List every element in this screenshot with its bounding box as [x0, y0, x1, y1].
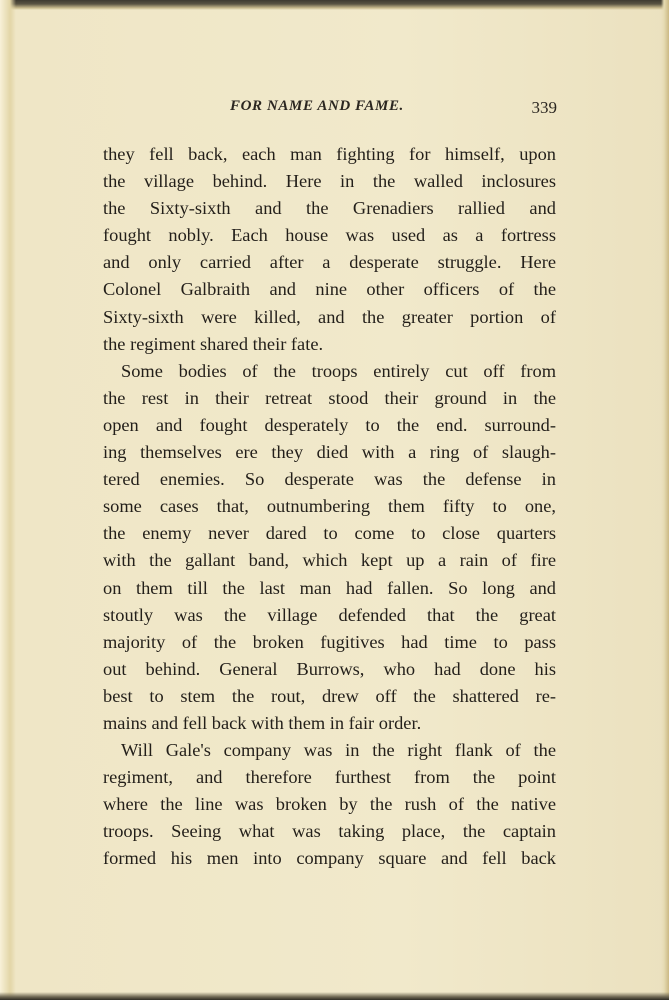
- text-line: they fell back, each man fighting for himself, upon: [103, 144, 556, 164]
- page-gutter: [0, 0, 16, 1000]
- page-top-edge: [0, 0, 669, 10]
- text-line: Sixty-sixth were killed, and the greater portion of: [103, 306, 556, 327]
- text-line: and only carried after a desperate struggle. Here: [103, 252, 556, 273]
- text-line: mains and fell back with them in fair order.: [103, 712, 422, 733]
- text-line: majority of the broken fugitives had time to pass: [103, 631, 556, 652]
- running-head: [105, 98, 557, 122]
- page-bottom-edge: [0, 992, 669, 1000]
- text-line: tered enemies. So desperate was the defense in: [103, 469, 556, 490]
- text-line: the regiment shared their fate.: [103, 333, 324, 354]
- page-right-edge: [661, 0, 669, 1000]
- text-line: Some bodies of the troops entirely cut off from: [121, 360, 556, 381]
- text-line: Colonel Galbraith and nine other officers of the: [103, 279, 556, 300]
- text-line: the enemy never dared to come to close quarters: [103, 523, 556, 544]
- text-line: fought nobly. Each house was used as a fortress: [103, 225, 556, 246]
- body-text: [103, 141, 556, 873]
- text-line: formed his men into company square and fell back: [103, 848, 556, 869]
- text-line: the rest in their retreat stood their ground in the: [103, 387, 556, 408]
- text-line: stoutly was the village defended that the great: [103, 604, 556, 625]
- text-line: the village behind. Here in the walled inclosures: [103, 171, 556, 192]
- text-line: the Sixty-sixth and the Grenadiers rallied and: [103, 198, 556, 219]
- text-line: where the line was broken by the rush of the native: [103, 794, 556, 815]
- text-line: open and fought desperately to the end. surround-: [103, 414, 556, 435]
- page-number: 339: [531, 98, 557, 117]
- text-line: best to stem the rout, drew off the shattered re-: [103, 685, 556, 706]
- text-line: on them till the last man had fallen. So long and: [103, 577, 556, 598]
- text-line: out behind. General Burrows, who had done his: [103, 658, 556, 679]
- text-line: Will Gale's company was in the right flank of the: [121, 740, 556, 761]
- text-line: regiment, and therefore furthest from the point: [103, 767, 556, 788]
- text-line: some cases that, outnumbering them fifty to one,: [103, 496, 556, 517]
- text-line: with the gallant band, which kept up a rain of fire: [103, 550, 556, 571]
- running-title: FOR NAME AND FAME.: [230, 98, 404, 114]
- text-line: ing themselves ere they died with a ring of slaugh-: [103, 442, 556, 463]
- text-line: troops. Seeing what was taking place, the captain: [103, 821, 556, 842]
